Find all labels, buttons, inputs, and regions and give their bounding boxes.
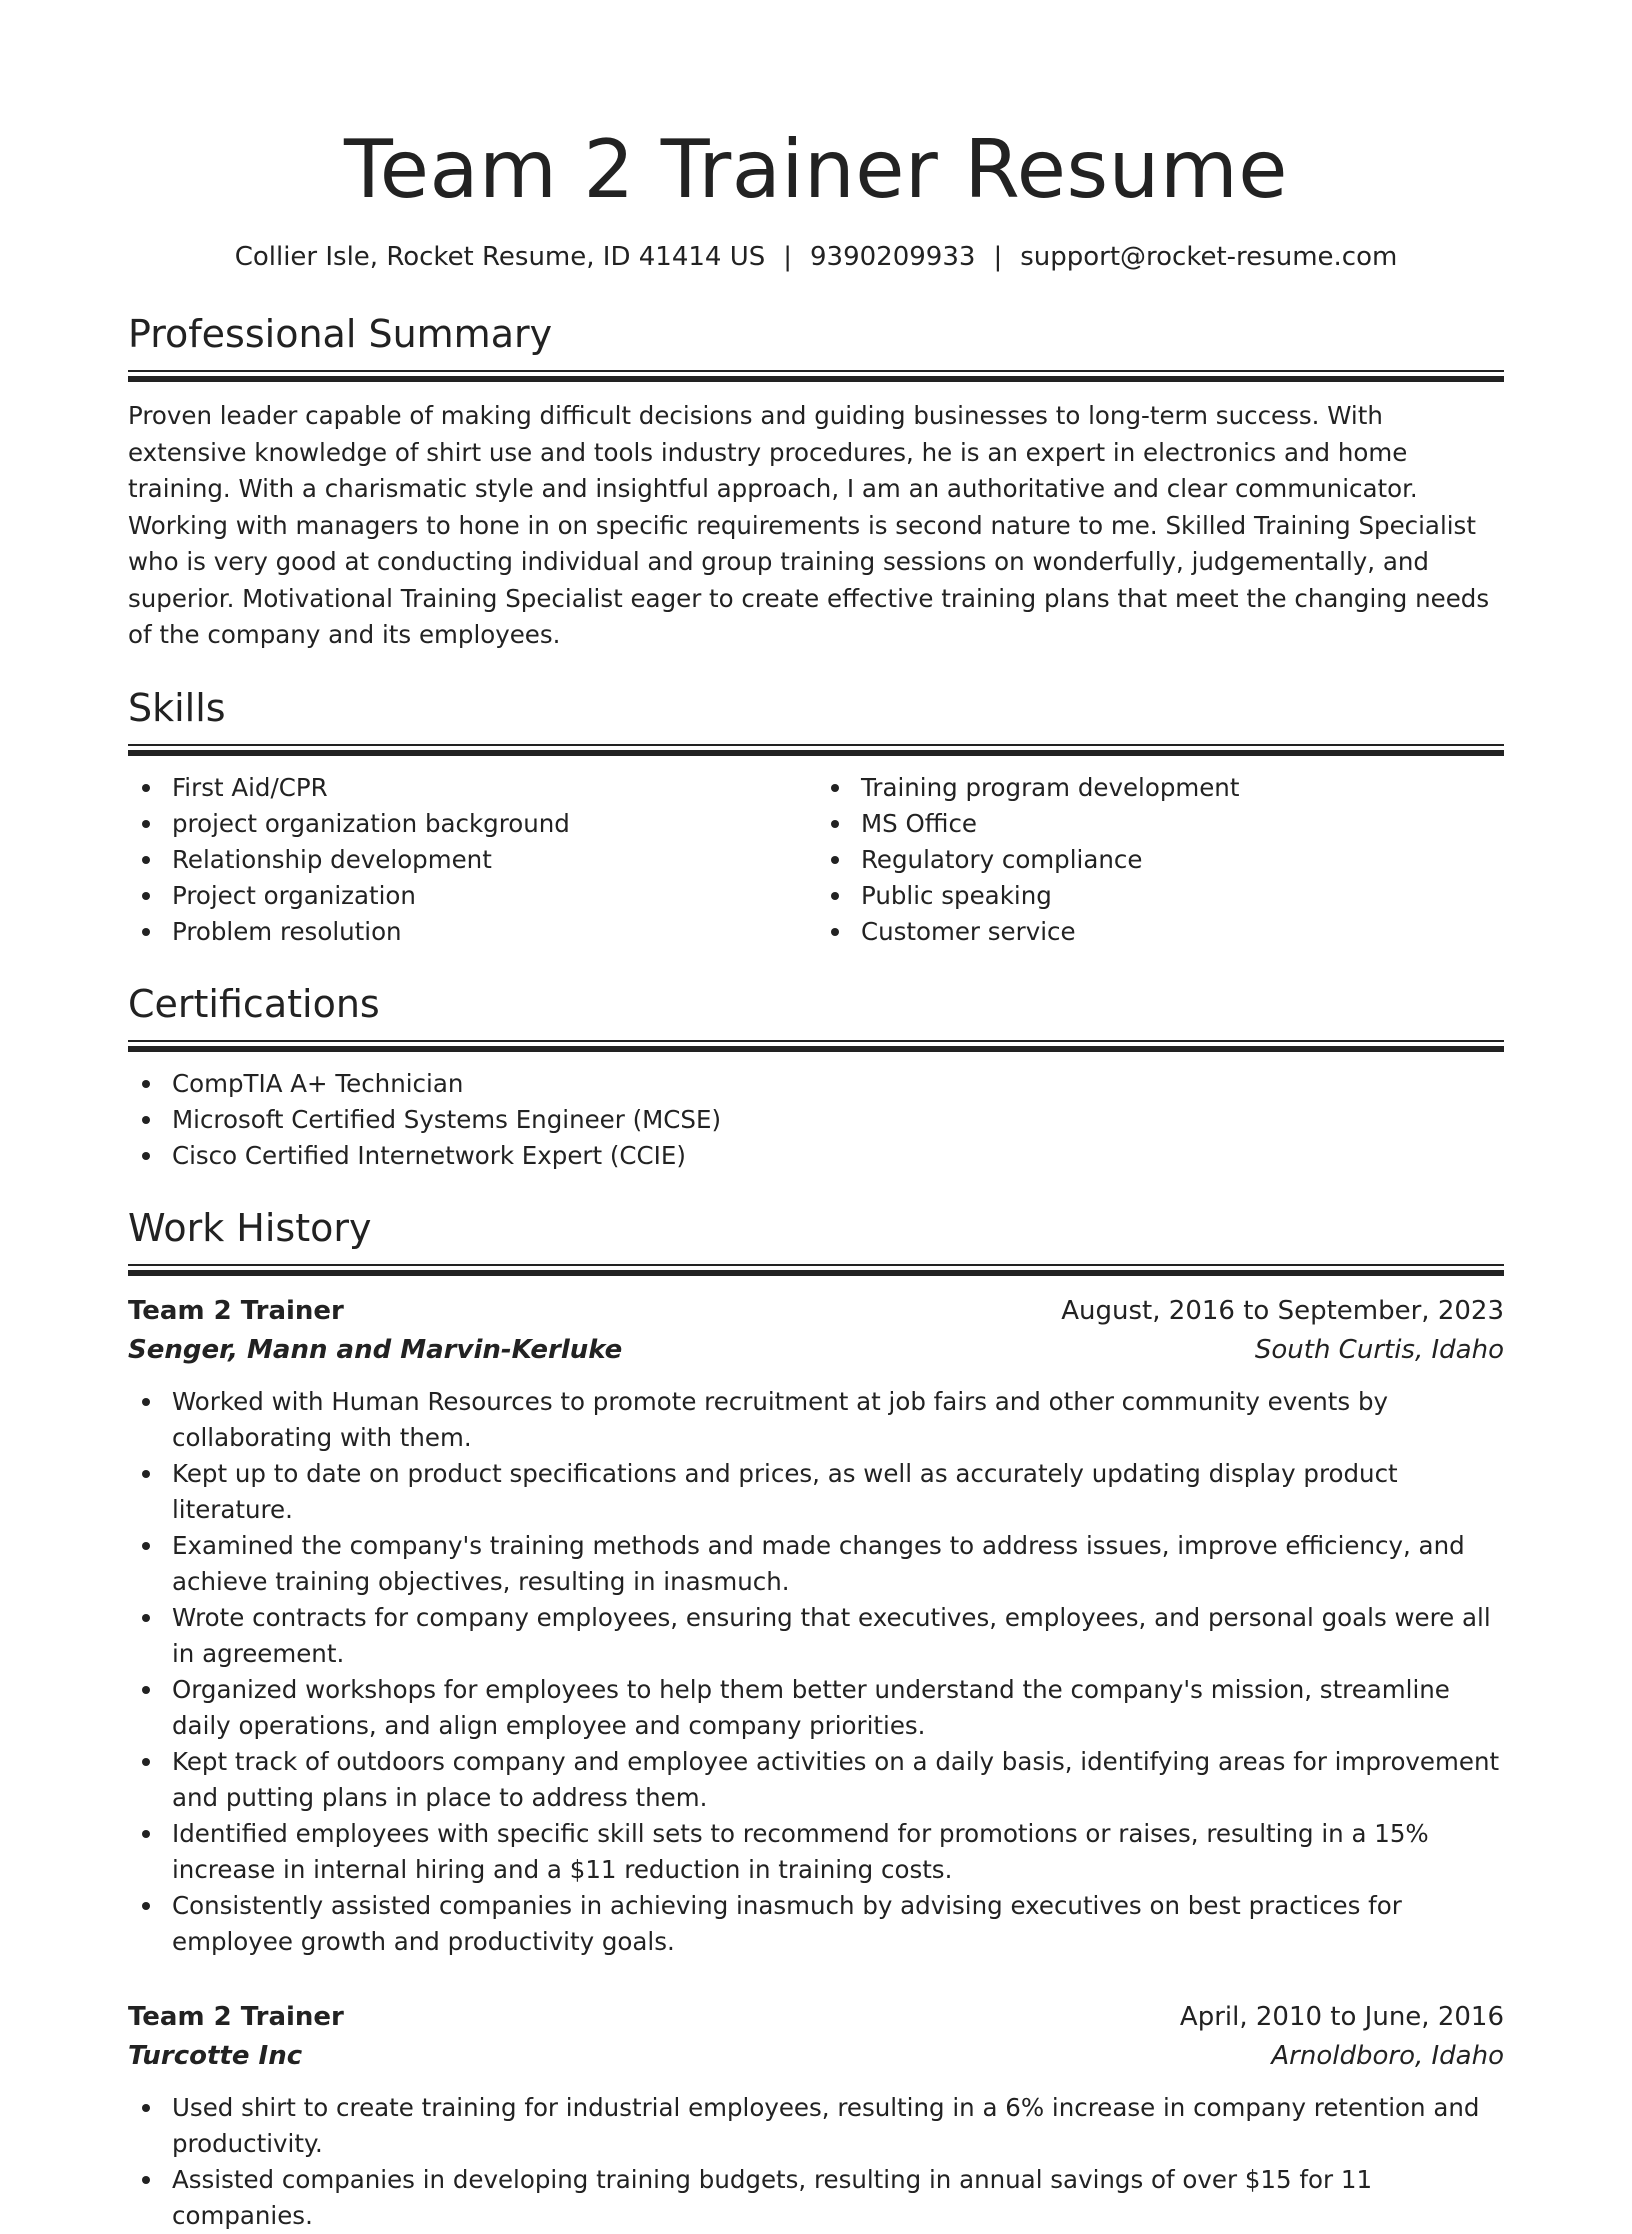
job-bullet: Examined the company's training methods and made changes to address issues, improve efficiency, and achieve training objectives, resulting in inasmuch. bbox=[128, 1528, 1504, 1600]
section-heading-certifications: Certifications bbox=[128, 981, 380, 1026]
skill-item: MS Office bbox=[817, 806, 1504, 842]
skill-item: Training program development bbox=[817, 770, 1504, 806]
work-history-section bbox=[128, 1204, 1504, 2234]
skill-item: Public speaking bbox=[817, 878, 1504, 914]
section-heading-summary: Professional Summary bbox=[128, 312, 553, 356]
section-divider bbox=[128, 370, 1504, 382]
skill-item: Customer service bbox=[817, 914, 1504, 950]
skill-item: project organization background bbox=[128, 806, 815, 842]
job-bullet: Consistently assisted companies in achieving inasmuch by advising executives on best practices for employee growth and productivity goals. bbox=[128, 1888, 1504, 1960]
skills-list-left bbox=[128, 770, 815, 950]
skills-grid bbox=[128, 770, 1504, 950]
certification-item: Microsoft Certified Systems Engineer (MCSE) bbox=[128, 1102, 1504, 1138]
contact-email[interactable]: support@rocket-resume.com bbox=[1020, 242, 1398, 272]
certifications-list bbox=[128, 1066, 1504, 1174]
job-company: Senger, Mann and Marvin-Kerluke bbox=[128, 1334, 623, 1365]
summary-text: Proven leader capable of making difficult decisions and guiding businesses to long-term success. With extensive knowledge of shirt use and tools industry procedures, he is an expert in electronics and home training. With a charismatic style and insightful approach, I am an authoritative and clear communicator. Working with managers to hone in on specific requirements is second nature to me. Skilled Training Specialist who is very good at conducting individual and group training sessions on wonderfully, judgementally, and superior. Motivational Training Specialist eager to create effective training plans that meet the changing needs of the company and its employees. bbox=[128, 401, 1490, 649]
contact-line bbox=[128, 240, 1504, 274]
certifications-section bbox=[128, 980, 1504, 1174]
job-bullet: Identified employees with specific skill sets to recommend for promotions or raises, resulting in a 15% increase in internal hiring and a $11 reduction in training costs. bbox=[128, 1816, 1504, 1888]
job-entry bbox=[128, 1292, 1504, 1960]
section-heading-work-history: Work History bbox=[128, 1205, 372, 1250]
contact-address: Collier Isle, Rocket Resume, ID 41414 US bbox=[234, 242, 766, 272]
job-company-row bbox=[128, 1330, 1504, 1370]
skill-item: Problem resolution bbox=[128, 914, 815, 950]
skill-item: Regulatory compliance bbox=[817, 842, 1504, 878]
job-bullet: Used shirt to create training for industrial employees, resulting in a 6% increase in company retention and productivity. bbox=[128, 2090, 1504, 2162]
professional-summary-section bbox=[128, 310, 1504, 654]
job-bullet: Assisted companies in developing training budgets, resulting in annual savings of over $15 for 11 companies. bbox=[128, 2162, 1504, 2234]
contact-separator: | bbox=[993, 242, 1003, 272]
job-company-row bbox=[128, 2036, 1504, 2076]
certification-item: Cisco Certified Internetwork Expert (CCIE) bbox=[128, 1138, 1504, 1174]
section-divider bbox=[128, 1040, 1504, 1052]
job-title: Team 2 Trainer bbox=[128, 2001, 344, 2032]
job-bullet: Worked with Human Resources to promote recruitment at job fairs and other community events by collaborating with them. bbox=[128, 1384, 1504, 1456]
certification-item: CompTIA A+ Technician bbox=[128, 1066, 1504, 1102]
job-company: Turcotte Inc bbox=[128, 2040, 303, 2071]
job-bullets bbox=[128, 1384, 1504, 1960]
job-bullet: Kept up to date on product specifications and prices, as well as accurately updating display product literature. bbox=[128, 1456, 1504, 1528]
job-header-row bbox=[128, 1292, 1504, 1330]
job-entry bbox=[128, 1998, 1504, 2234]
job-title: Team 2 Trainer bbox=[128, 1295, 344, 1326]
skill-item: Relationship development bbox=[128, 842, 815, 878]
contact-separator: | bbox=[783, 242, 793, 272]
job-bullets bbox=[128, 2090, 1504, 2234]
job-location: Arnoldboro, Idaho bbox=[1271, 2040, 1504, 2071]
job-dates: April, 2010 to June, 2016 bbox=[1179, 2001, 1504, 2032]
skills-list-right bbox=[815, 770, 1504, 950]
contact-phone: 9390209933 bbox=[810, 242, 976, 272]
skill-item: First Aid/CPR bbox=[128, 770, 815, 806]
job-dates: August, 2016 to September, 2023 bbox=[1061, 1295, 1504, 1326]
job-bullet: Kept track of outdoors company and employee activities on a daily basis, identifying areas for improvement and putting plans in place to address them. bbox=[128, 1744, 1504, 1816]
section-divider bbox=[128, 1264, 1504, 1276]
job-location: South Curtis, Idaho bbox=[1254, 1334, 1504, 1365]
job-header-row bbox=[128, 1998, 1504, 2036]
section-heading-skills: Skills bbox=[128, 685, 226, 730]
skills-section bbox=[128, 684, 1504, 950]
skill-item: Project organization bbox=[128, 878, 815, 914]
job-bullet: Organized workshops for employees to help them better understand the company's mission, streamline daily operations, and align employee and company priorities. bbox=[128, 1672, 1504, 1744]
job-bullet: Wrote contracts for company employees, ensuring that executives, employees, and personal goals were all in agreement. bbox=[128, 1600, 1504, 1672]
section-divider bbox=[128, 744, 1504, 756]
resume-title: Team 2 Trainer Resume bbox=[344, 123, 1288, 216]
